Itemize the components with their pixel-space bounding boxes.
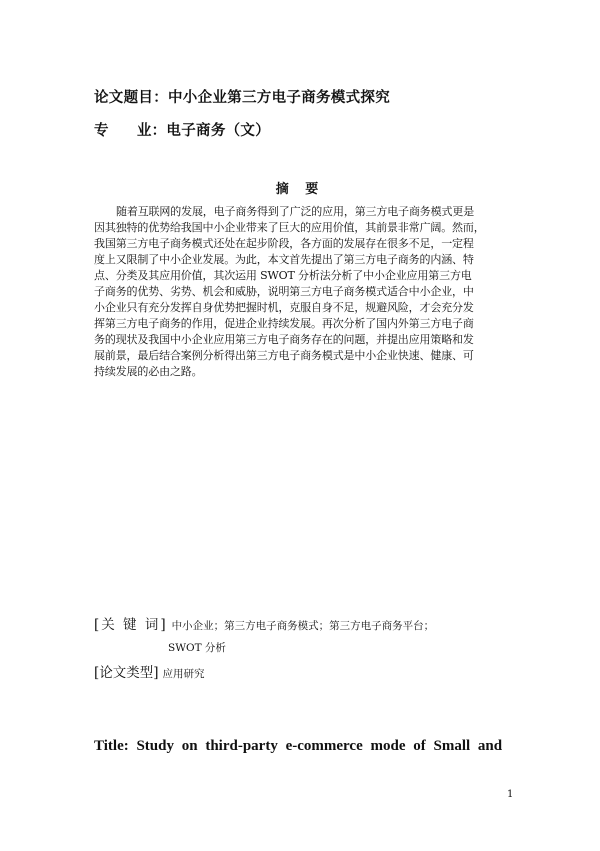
abstract-line: 点、分类及其应用价值，其次运用 SWOT 分析法分析了中小企业应用第三方电	[94, 269, 472, 282]
abstract-line: 子商务的优势、劣势、机会和威胁，说明第三方电子商务模式适合中小企业，中	[94, 285, 474, 298]
abstract-heading: 摘 要	[275, 182, 325, 197]
thesis-title	[94, 86, 390, 107]
paper-type-value: 应用研究	[162, 668, 205, 680]
page-number: 1	[507, 789, 514, 800]
abstract-body	[94, 204, 510, 380]
thesis-title-text: 中小企业第三方电子商务模式探究	[168, 90, 390, 106]
abstract-line: 因其独特的优势给我国中小企业带来了巨大的应用价值，其前景非常广阔。然而，	[94, 221, 485, 234]
keywords-value: 中小企业；第三方电子商务模式；第三方电子商务平台；	[171, 620, 435, 632]
abstract-line: 展前景，最后结合案例分析得出第三方电子商务模式是中小企业快速、健康、可	[94, 349, 474, 362]
abstract-line: 挥第三方电子商务的作用，促进企业持续发展。再次分析了国内外第三方电子商	[94, 317, 474, 330]
keywords-line	[94, 613, 434, 633]
abstract-line: 持续发展的必由之路。	[94, 365, 203, 378]
keywords-label: [关 键 词]	[94, 617, 168, 633]
english-title: Title: Study on third-party e-commerce mode of Small and	[94, 738, 503, 754]
thesis-title-label: 论文题目：	[94, 90, 168, 106]
major-text: 电子商务（文）	[166, 123, 271, 139]
major-line	[94, 119, 270, 140]
major-label-part2: 业：	[136, 123, 167, 139]
abstract-line: 度上又限制了中小企业发展。为此，本文首先提出了第三方电子商务的内涵、特	[94, 253, 474, 266]
abstract-line: 我国第三方电子商务模式还处在起步阶段，各方面的发展存在很多不足，一定程	[94, 237, 474, 250]
paper-type-label: [论文类型]	[94, 665, 159, 681]
abstract-line: 务的现状及我国中小企业应用第三方电子商务存在的问题，并提出应用策略和发	[94, 333, 474, 346]
paper-type-line	[94, 661, 205, 681]
keywords-value-continued: SWOT 分析	[168, 642, 226, 654]
major-label-part1: 专	[94, 123, 109, 139]
abstract-line: 小企业只有充分发挥自身优势把握时机，克服自身不足，规避风险，才会充分发	[94, 301, 474, 314]
abstract-line: 随着互联网的发展，电子商务得到了广泛的应用，第三方电子商务模式更是	[116, 205, 475, 218]
